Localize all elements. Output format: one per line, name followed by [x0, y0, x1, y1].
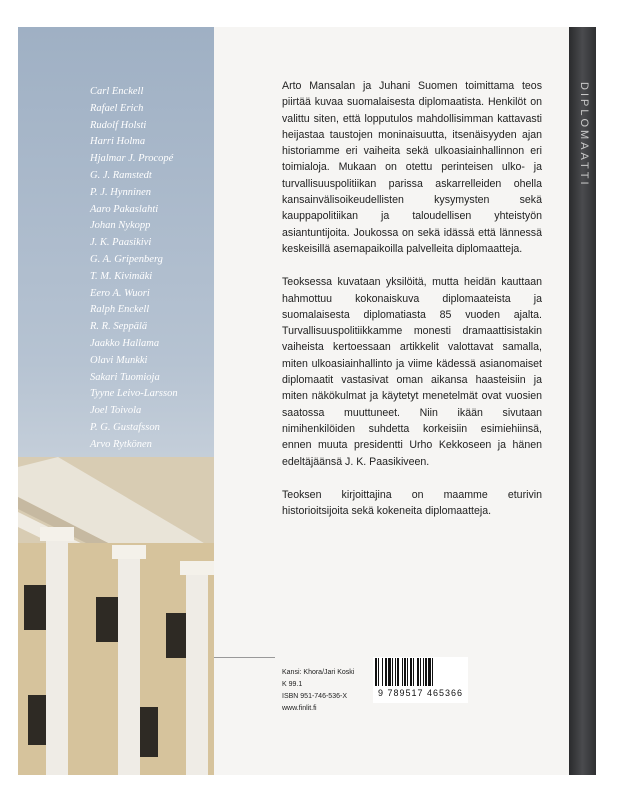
barcode-bars — [373, 657, 468, 687]
barcode — [373, 657, 468, 703]
book-back-cover — [18, 27, 596, 775]
description-page — [214, 27, 569, 775]
barcode-number: 9 789517 465366 — [377, 688, 464, 698]
diplomat-name: P. J. Hynninen — [90, 186, 152, 198]
diplomat-name: G. A. Gripenberg — [90, 253, 163, 265]
diplomat-name: Ralph Enckell — [90, 304, 150, 316]
cover-credit: Kansi: Khora/Jari Koski — [282, 669, 355, 676]
spine-title: DIPLOMAATTI — [578, 82, 590, 188]
diplomat-name: Sakari Tuomioja — [90, 371, 160, 383]
diplomat-name: Harri Holma — [90, 136, 146, 148]
diplomat-name: Joel Toivola — [90, 405, 142, 417]
diplomat-name: Olavi Munkki — [90, 354, 148, 366]
diplomat-names-list — [90, 84, 178, 470]
classification: K 99.1 — [282, 681, 303, 688]
diplomat-name: P. G. Gustafsson — [90, 421, 160, 433]
name-panel — [18, 27, 214, 775]
divider-rule — [214, 657, 275, 658]
description-paragraph-2: Teoksessa kuvataan yksilöitä, mutta heidän kauttaan hahmottuu kokonaiskuva diplomaateista ja suomalaisesta diplomatiasta 85 vuoden ajalta. Turvallisuuspolitiikkamme monesti dramaattisistakin vaiheista kertoessaan artikkelit valottavat samalla, miten ulkoasiainhallinto ja viime kädessä asianomaiset diplomaatit vastasivat oman aikansa haasteisiin ja miten näkökulmat ja käytetyt menetelmät ovat vuosien saatossa muuttuneet. Niin ikään sivutaan nimihenkilöiden suhdetta korkeisiin esimiehiinsä, ennen muuta presidentti Urho Kekkoseen ja hänen edeltäjäänsä J. K. Paasikiveen. — [282, 276, 542, 468]
isbn: ISBN 951-746-536-X — [282, 693, 347, 700]
diplomat-name: Carl Enckell — [90, 86, 144, 97]
diplomat-name: Hjalmar J. Procopé — [90, 153, 174, 165]
diplomat-name: Arvo Rytkönen — [90, 438, 152, 450]
diplomat-name: Tyyne Leivo-Larsson — [90, 388, 178, 400]
description-text — [282, 78, 542, 536]
credits-block — [282, 667, 354, 715]
description-paragraph-3: Teoksen kirjoittajina on maamme eturivin historioitsijoita sekä kokeneita diplomaatteja. — [282, 488, 542, 518]
description-paragraph-1: Arto Mansalan ja Juhani Suomen toimittama teos piirtää kuvaa suomalaisesta diplomaatista. Henkilöt on valittu siten, että lopputulos mahdollisimman kattavasti heijastaa taustojen moninaisuutta, itsenäisyyden ajan historiamme eri vaiheita sekä ulkoasiainhallinnon eri toimialoja. Mukaan on otettu perinteisen ulko- ja turvallisuuspolitiikan parissa askarrelleiden ohella kansainvälisoikeudellisten kysymysten sekä kauppapolitiikan ja taloudellisen yhteistyön asiantuntijoita. Joukossa on sekä idässä että lännessä keskeisillä asemapaikoilla palvelleita diplomaatteja. — [282, 80, 542, 255]
diplomat-name: Aaro Pakaslahti — [90, 203, 159, 215]
diplomat-name: R. R. Seppälä — [90, 321, 148, 333]
diplomat-name: T. M. Kivimäki — [90, 270, 153, 282]
diplomat-name: Eero A. Wuori — [90, 287, 150, 299]
diplomat-name: Rafael Erich — [90, 102, 144, 114]
diplomat-name: Johan Nykopp — [90, 220, 151, 232]
building-photo — [18, 457, 214, 775]
diplomat-name: G. J. Ramstedt — [90, 169, 152, 181]
diplomat-name: J. K. Paasikivi — [90, 237, 152, 249]
book-spine — [569, 27, 596, 775]
diplomat-name: Rudolf Holsti — [90, 119, 147, 131]
diplomat-name: Jaakko Hallama — [90, 337, 160, 349]
website: www.finlit.fi — [282, 705, 317, 712]
